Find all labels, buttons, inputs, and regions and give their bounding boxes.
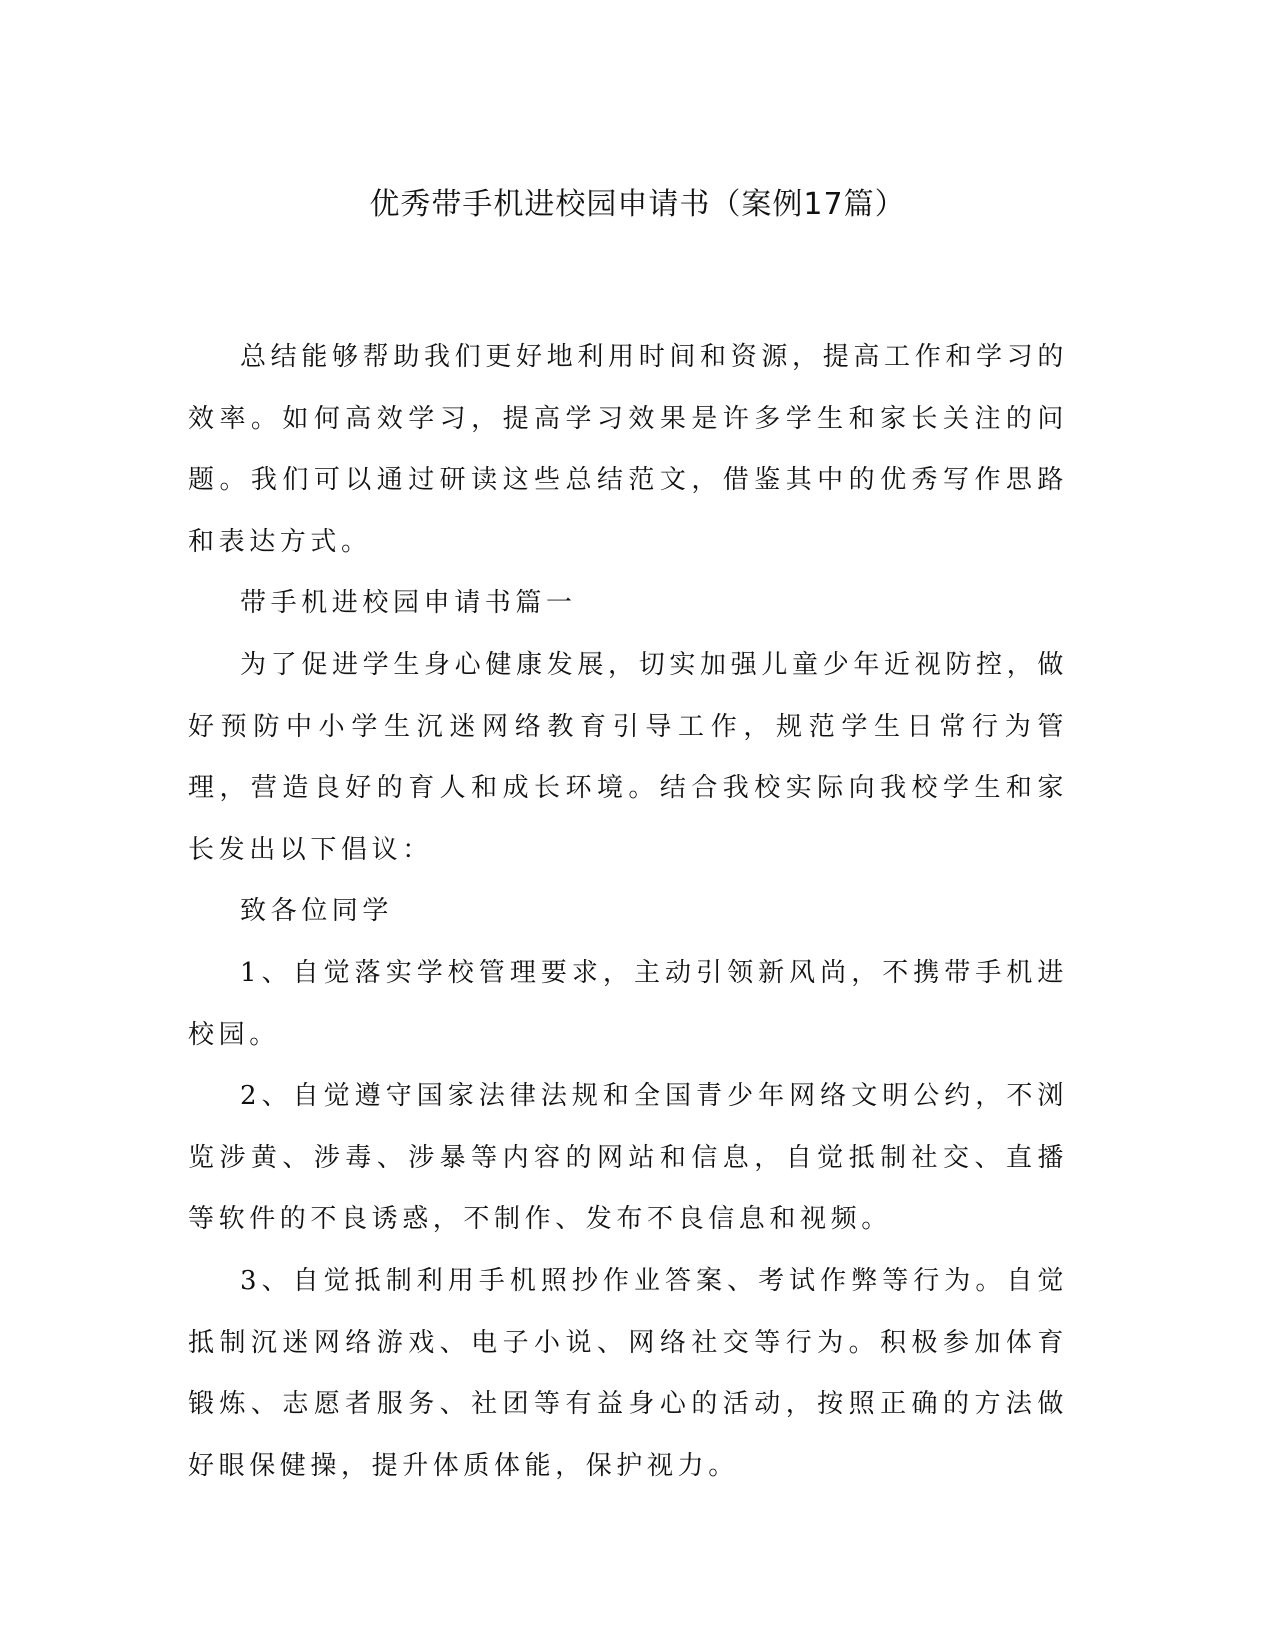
- document-title: 优秀带手机进校园申请书（案例17篇）: [369, 187, 906, 222]
- section-heading: 带手机进校园申请书篇一: [240, 588, 577, 619]
- paragraph-intro: 总结能够帮助我们更好地利用时间和资源，提高工作和学习的效率。如何高效学习，提高学习效果是许多学生和家长关注的问题。我们可以通过研读这些总结范文，借鉴其中的优秀写作思路和表达方式。: [188, 342, 1068, 557]
- paragraph-initiative: 为了促进学生身心健康发展，切实加强儿童少年近视防控，做好预防中小学生沉迷网络教育引导工作，规范学生日常行为管理，营造良好的育人和成长环境。结合我校实际向我校学生和家长发出以下倡议：: [188, 649, 1068, 865]
- document-body: [188, 327, 1068, 1497]
- list-item-3: 3、自觉抵制利用手机照抄作业答案、考试作弊等行为。自觉抵制沉迷网络游戏、电子小说、网络社交等行为。积极参加体育锻炼、志愿者服务、社团等有益身心的活动，按照正确的方法做好眼保健操，提升体质体能，保护视力。: [188, 1265, 1068, 1481]
- list-item-1: 1、自觉落实学校管理要求，主动引领新风尚，不携带手机进校园。: [188, 957, 1068, 1050]
- list-item-2: 2、自觉遵守国家法律法规和全国青少年网络文明公约，不浏览涉黄、涉毒、涉暴等内容的网站和信息，自觉抵制社交、直播等软件的不良诱惑，不制作、发布不良信息和视频。: [188, 1081, 1068, 1235]
- salutation: 致各位同学: [240, 896, 394, 927]
